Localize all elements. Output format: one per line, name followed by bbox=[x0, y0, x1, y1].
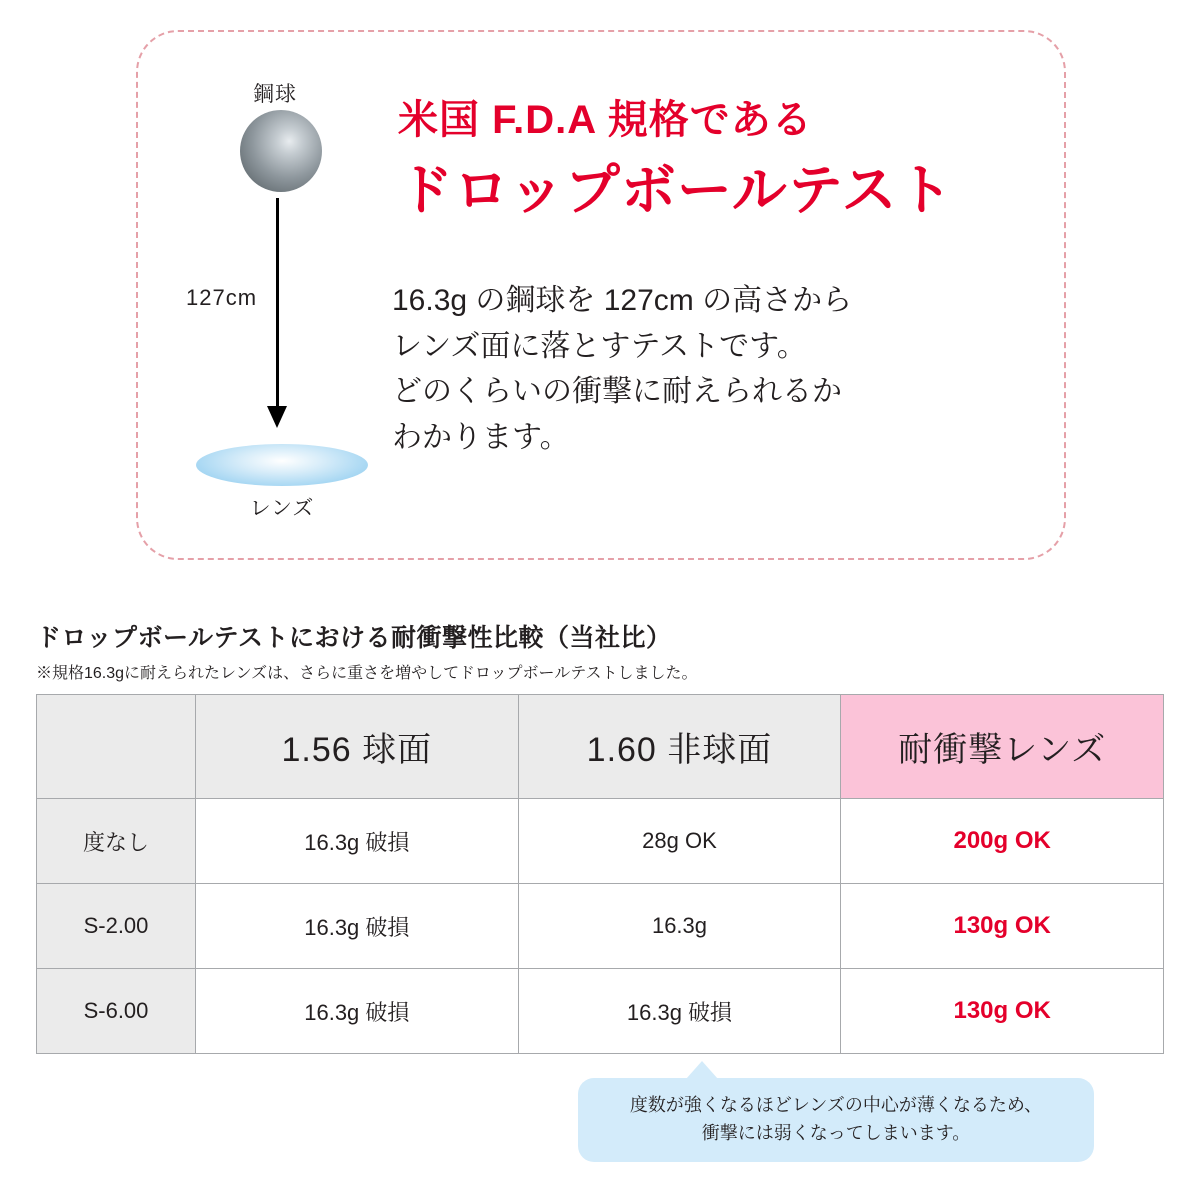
lens-label: レンズ bbox=[249, 497, 315, 520]
callout-bubble bbox=[578, 1078, 1094, 1162]
row-label-s600: S-6.00 bbox=[37, 969, 196, 1054]
cell-s600-156: 16.3g 破損 bbox=[196, 969, 519, 1054]
table-row bbox=[37, 884, 1164, 969]
table-header-160-aspherical: 1.60 非球面 bbox=[518, 695, 841, 799]
hero-description-line4: わかります。 bbox=[392, 420, 570, 454]
comparison-section-note: ※規格16.3gに耐えられたレンズは、さらに重さを増やしてドロップボールテストしました。 bbox=[36, 665, 698, 682]
table-header-156-spherical: 1.56 球面 bbox=[196, 695, 519, 799]
drop-arrow-icon bbox=[276, 198, 279, 408]
hero-description-line3: どのくらいの衝撃に耐えられるか bbox=[392, 375, 842, 409]
callout-line1: 度数が強くなるほどレンズの中心が薄くなるため、 bbox=[629, 1095, 1043, 1116]
row-label-no-power: 度なし bbox=[37, 799, 196, 884]
cell-no-power-160: 28g OK bbox=[518, 799, 841, 884]
steel-ball-label: 鋼球 bbox=[253, 83, 297, 106]
cell-s200-160: 16.3g bbox=[518, 884, 841, 969]
cell-s600-impact: 130g OK bbox=[841, 969, 1164, 1054]
impact-resistance-table bbox=[36, 694, 1164, 1054]
callout-line2: 衝撃には弱くなってしまいます。 bbox=[701, 1123, 971, 1143]
table-header-blank bbox=[37, 695, 196, 799]
hero-description-line2: レンズ面に落とすテストです。 bbox=[392, 329, 807, 363]
cell-no-power-156: 16.3g 破損 bbox=[196, 799, 519, 884]
hero-title-line2: ドロップボールテスト bbox=[398, 159, 954, 221]
comparison-section-title: ドロップボールテストにおける耐衝撃性比較（当社比） bbox=[36, 624, 672, 652]
table-header-row bbox=[37, 695, 1164, 799]
table-row bbox=[37, 969, 1164, 1054]
row-label-s200: S-2.00 bbox=[37, 884, 196, 969]
steel-ball-icon bbox=[240, 110, 322, 192]
hero-description bbox=[392, 278, 1012, 460]
cell-s200-impact: 130g OK bbox=[841, 884, 1164, 969]
cell-s600-160: 16.3g 破損 bbox=[518, 969, 841, 1054]
hero-description-line1: 16.3g の鋼球を 127cm の高さから bbox=[392, 284, 853, 317]
lens-icon bbox=[196, 444, 368, 486]
cell-s200-156: 16.3g 破損 bbox=[196, 884, 519, 969]
hero-title-line1: 米国 F.D.A 規格である bbox=[398, 98, 813, 142]
cell-no-power-impact: 200g OK bbox=[841, 799, 1164, 884]
drop-distance-label: 127cm bbox=[186, 285, 258, 310]
table-row bbox=[37, 799, 1164, 884]
table-header-impact-lens: 耐衝撃レンズ bbox=[841, 695, 1164, 799]
